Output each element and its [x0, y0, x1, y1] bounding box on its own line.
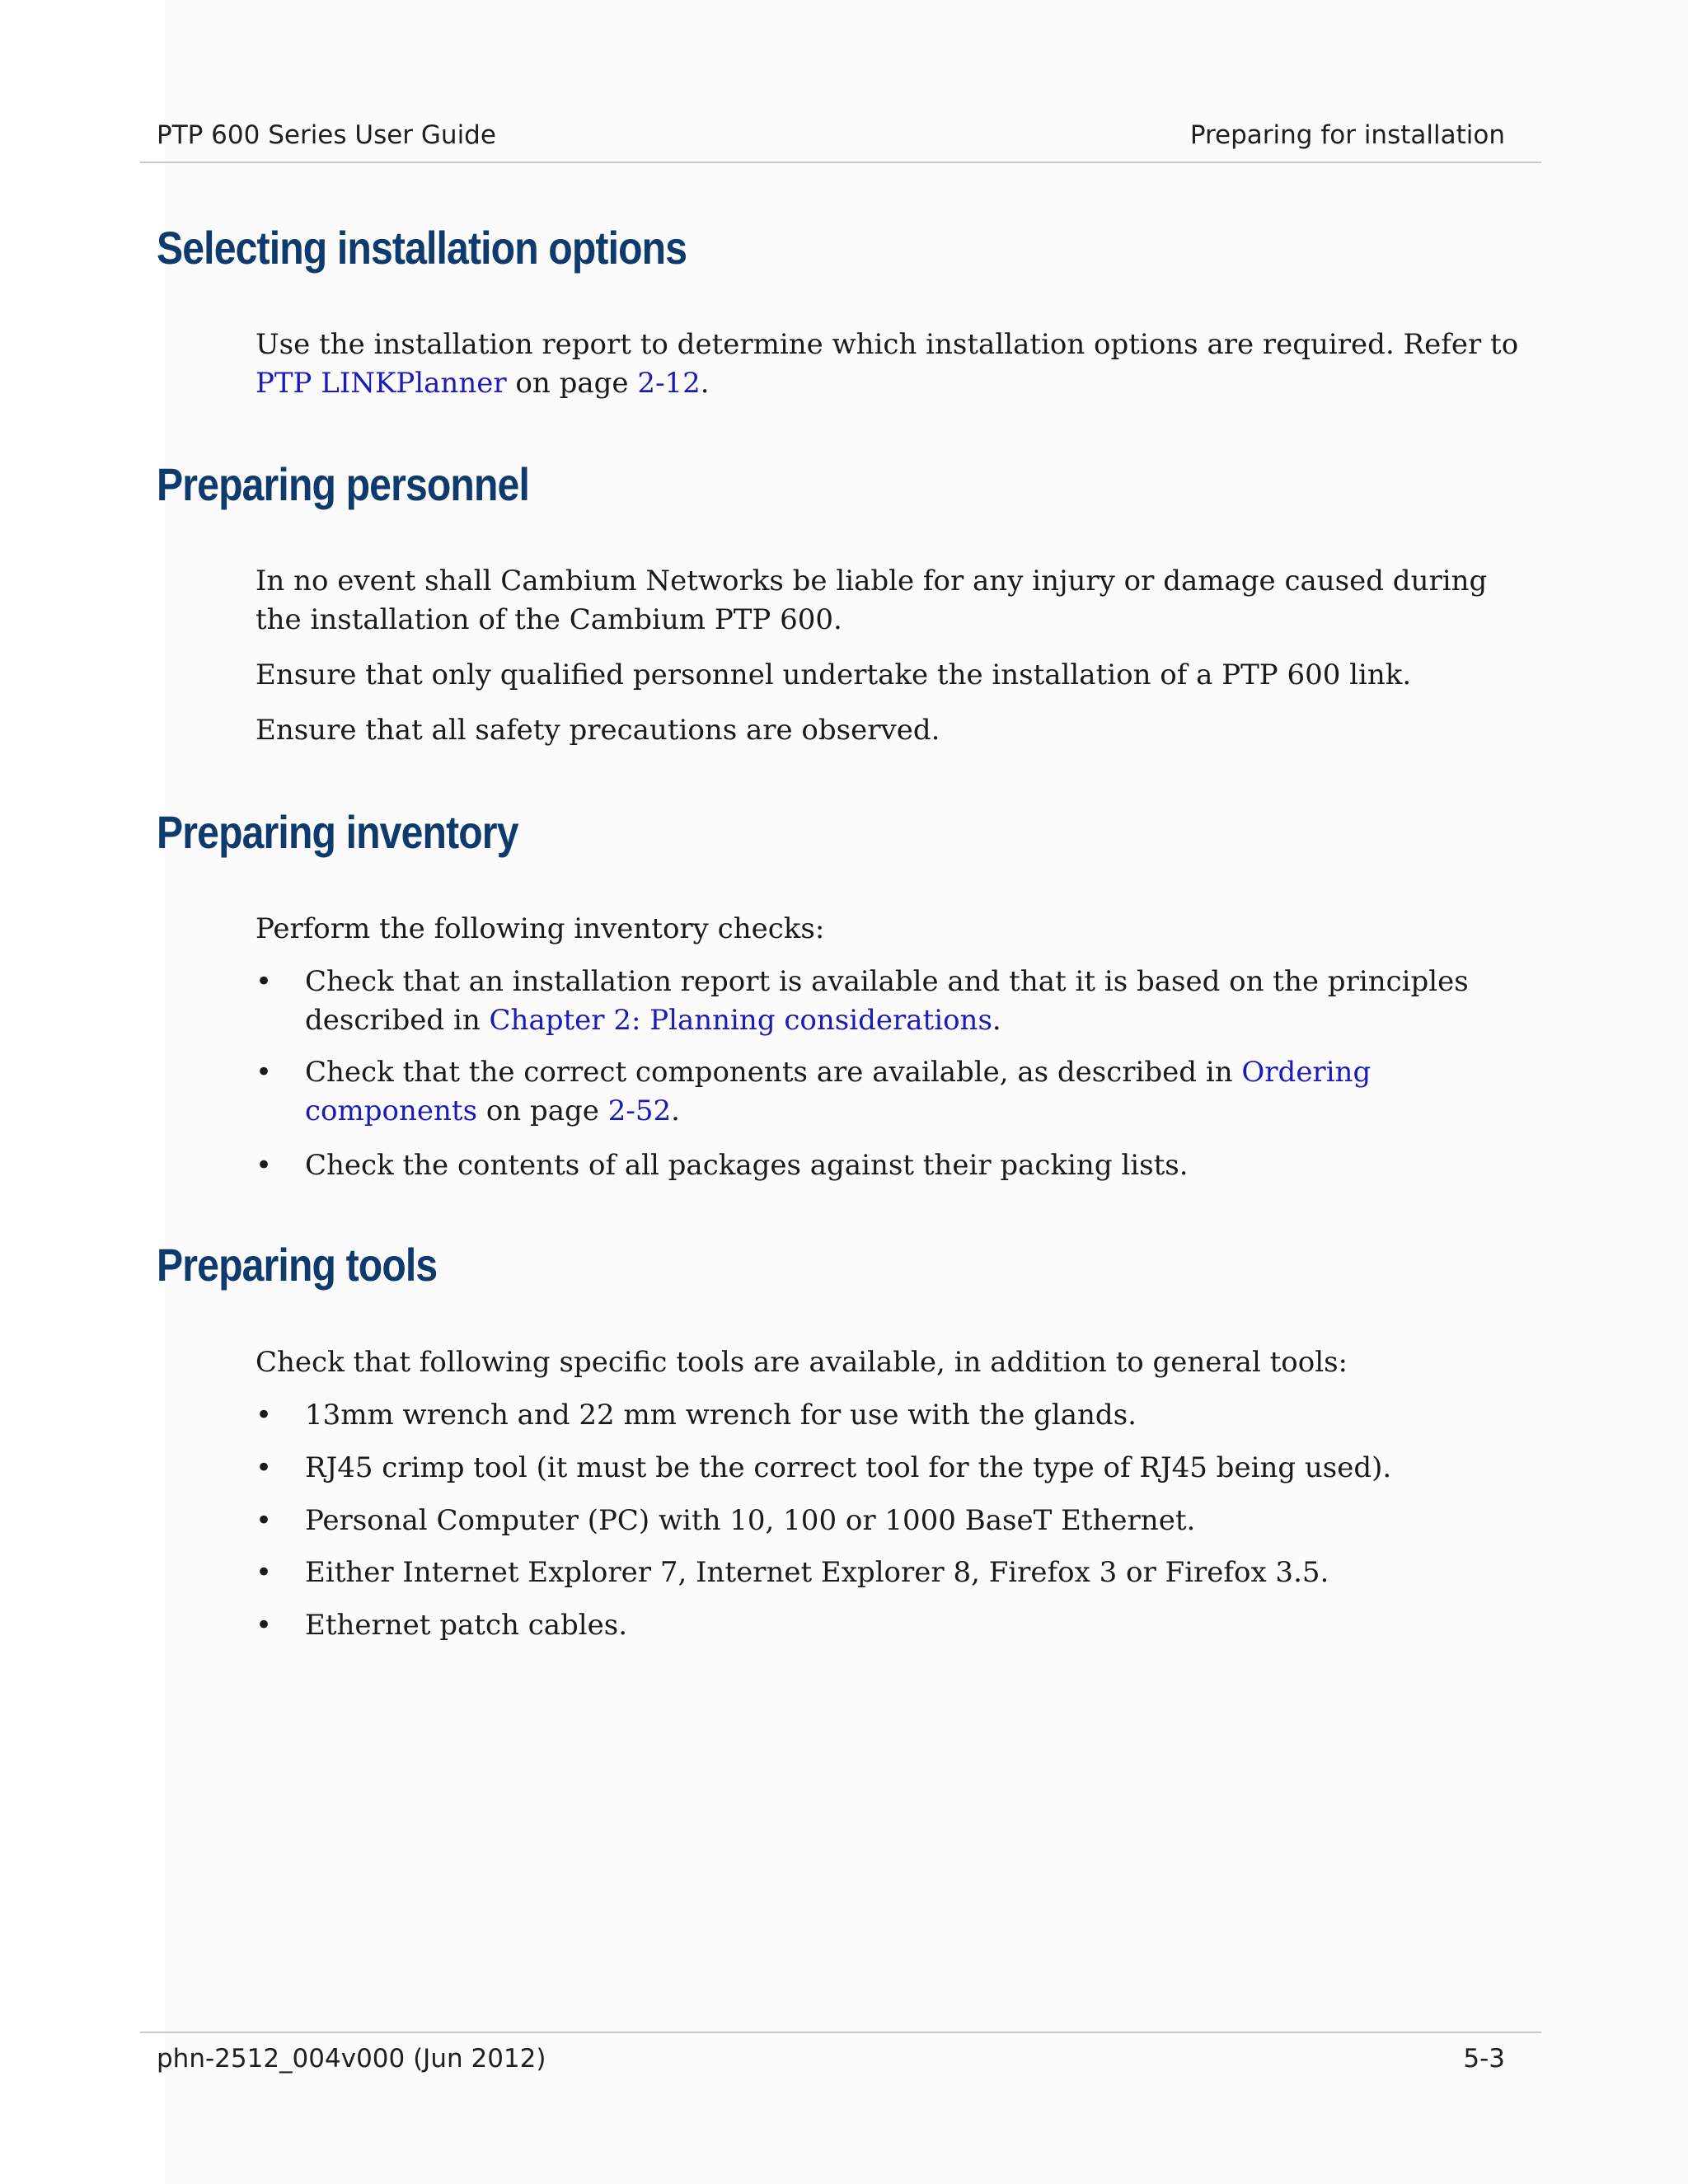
text: Use the installation report to determine which installation options are required. Refer to	[256, 328, 1519, 361]
heading-preparing-inventory: Preparing inventory	[157, 806, 518, 858]
link-ptp-linkplanner[interactable]: PTP LINKPlanner	[256, 367, 507, 400]
bullet-icon: •	[256, 1056, 273, 1089]
text: Check that the correct components are available, as described in	[305, 1056, 1242, 1089]
list-item-text: Ethernet patch cables.	[305, 1609, 628, 1642]
heading-selecting-installation-options: Selecting installation options	[157, 222, 687, 274]
text: .	[671, 1094, 680, 1127]
footer-divider	[140, 2032, 1541, 2033]
bullet-icon: •	[256, 1504, 273, 1537]
link-chapter-2-planning[interactable]: Chapter 2: Planning considerations	[489, 1004, 992, 1037]
text: on page	[477, 1094, 608, 1127]
paragraph-liability: In no event shall Cambium Networks be liable for any injury or damage caused during the installation of the Cambium PTP 600.	[256, 565, 1488, 636]
heading-preparing-personnel: Preparing personnel	[157, 458, 529, 510]
heading-preparing-tools: Preparing tools	[157, 1239, 438, 1291]
bullet-icon: •	[256, 1149, 273, 1182]
text: on page	[506, 367, 638, 400]
page-footer	[140, 2036, 1522, 2082]
list-item-text: Either Internet Explorer 7, Internet Explorer 8, Firefox 3 or Firefox 3.5.	[305, 1556, 1329, 1589]
bullet-icon: •	[256, 965, 273, 998]
list-item-text: 13mm wrench and 22 mm wrench for use with the glands.	[305, 1399, 1137, 1432]
list-item-text: Personal Computer (PC) with 10, 100 or 1000 BaseT Ethernet.	[305, 1504, 1196, 1537]
header-document-title: PTP 600 Series User Guide	[157, 120, 496, 150]
footer-page-number: 5-3	[1463, 2044, 1505, 2074]
paragraph-safety-precautions: Ensure that all safety precautions are observed.	[256, 714, 940, 747]
text: .	[992, 1004, 1001, 1037]
list-item-text: Check the contents of all packages against their packing lists.	[305, 1149, 1189, 1182]
text: .	[700, 367, 710, 400]
bullet-icon: •	[256, 1451, 273, 1484]
bullet-icon: •	[256, 1399, 273, 1432]
list-item-text	[305, 963, 1541, 1040]
header-chapter-title: Preparing for installation	[1189, 120, 1505, 150]
link-page-2-52[interactable]: 2-52	[607, 1094, 672, 1127]
bullet-icon: •	[256, 1609, 273, 1642]
footer-document-id: phn-2512_004v000 (Jun 2012)	[157, 2044, 546, 2074]
link-page-2-12[interactable]: 2-12	[637, 367, 701, 400]
list-item-text: RJ45 crimp tool (it must be the correct tool for the type of RJ45 being used).	[305, 1451, 1392, 1484]
paragraph-qualified-personnel: Ensure that only qualified personnel undertake the installation of a PTP 600 link.	[256, 658, 1412, 691]
link-ordering-components[interactable]: Ordering components	[305, 1056, 1372, 1127]
header-divider	[140, 162, 1541, 163]
bullet-icon: •	[256, 1556, 273, 1589]
list-item-text	[305, 1053, 1541, 1131]
page-header	[140, 114, 1522, 157]
text: Check that an installation report is available and that it is based on the principles described in	[305, 965, 1469, 1037]
paragraph-tools-intro: Check that following specific tools are available, in addition to general tools:	[256, 1346, 1348, 1379]
paragraph-inventory-intro: Perform the following inventory checks:	[256, 912, 825, 945]
paragraph-installation-report	[256, 326, 1541, 403]
